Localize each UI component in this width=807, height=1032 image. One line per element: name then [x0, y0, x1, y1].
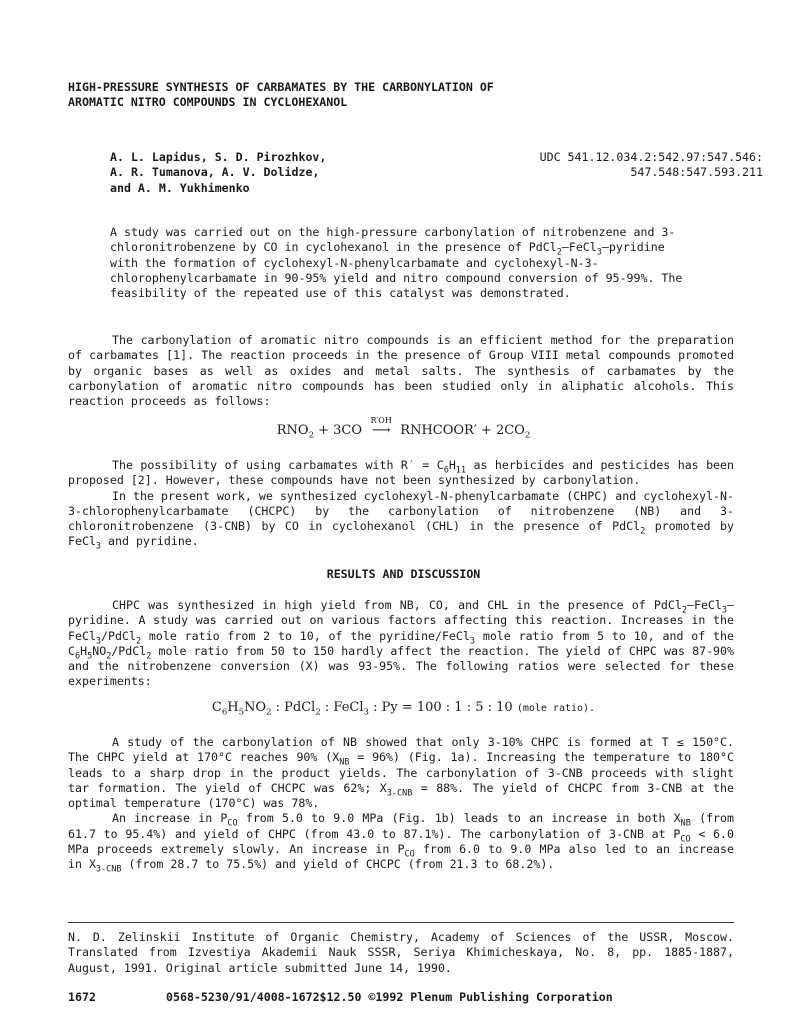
ratio-formula: $C_6H_5NO_2$ : PdCl$_2$ : FeCl$_3$ : Py = 100 : 1 : 5 : 10 (mole ratio). [211, 700, 596, 718]
author-line-1: A. L. Lapidus, S. D. Pirozhkov, [110, 150, 327, 164]
results-paragraphs [68, 735, 734, 873]
author-line-2: A. R. Tumanova, A. V. Dolidze, [110, 165, 320, 180]
results-paragraph-2: A study of the carbonylation of NB showed that only 3-10% CHPC is formed at T ≤ 150°C. The CHPC yield at 170°C reaches 90% $(X_{NB} = 96\%)$ (Fig. 1a). Increasing the temperature to 180°C leads to a sharp drop in the product yields. The carbonylation of 3-CNB proceeds with slight tar formation. The yield of CHCPC was 62%; $X_{3-CNB} = 88\%$. The yield of CHCPC from 3-CNB at the optimal temperature (170°C) was 78%. [68, 735, 734, 811]
section-heading: RESULTS AND DISCUSSION [326, 567, 481, 581]
author-list [110, 150, 430, 196]
title-line-1: HIGH-PRESSURE SYNTHESIS OF CARBAMATES BY THE CARBONYLATION OF [68, 80, 494, 94]
udc-line-1: UDC 541.12.034.2:542.97:547.546: [539, 150, 763, 164]
results-paragraph-3: An increase in $P_{CO}$ from 5.0 to 9.0 MPa (Fig. 1b) leads to an increase in both $X_{NB}$ (from 61.7 to 95.4%) and yield of CHPC (from 43.0 to 87.1%). The carbonylation of 3-CNB at $P_{CO} < 6.0$ MPa proceeds extremely slowly. An increase in $P_{CO}$ from 6.0 to 9.0 MPa also led to an increase in $X_{3-CNB}$ (from 28.7 to 75.5%) and yield of CHCPC (from 21.3 to 68.2%). [68, 811, 734, 875]
intro-paragraphs [68, 458, 734, 550]
copyright-line: 0568-5230/91/4008-1672$12.50 ©1992 Plenum Publishing Corporation [166, 990, 613, 1004]
intro-paragraph-3: In the present work, we synthesized cyclohexyl-N-phenylcarbamate (CHPC) and cyclohexyl-N-3-chlorophenylcarbamate (CHCPC) by the carbonylation of nitrobenzene (NB) and 3-chloronitrobenzene (3-CNB) by CO in cyclohexanol (CHL) in the presence of PdCl$_2$ promoted by FeCl$_3$ and pyridine. [68, 488, 734, 552]
intro-paragraph-1: The carbonylation of aromatic nitro compounds is an efficient method for the preparation of carbamates [1]. The reaction proceeds in the presence of Group VIII metal compounds promoted by organic bases as well as oxides and metal salts. The synthesis of carbamates by the carbonylation of aromatic nitro compounds has been studied only in aliphatic alcohols. This reaction proceeds as follows: [68, 333, 734, 409]
udc-line-2: 547.548:547.593.211 [630, 165, 763, 180]
udc-classification [443, 150, 763, 181]
reaction-equation: $RNO_2 + 3CO$ R′OH ⟶ RNHCOOR′ + $2CO_2$ [276, 416, 531, 441]
abstract: A study was carried out on the high-pressure carbonylation of nitrobenzene and 3-chloronitrobenzene by CO in cyclohexanol in the presence of PdCl$_2$–FeCl$_3$–pyridine with the formation of cyclohexyl-N-phenylcarbamate and cyclohexyl-N-3-chlorophenylcarbamate in 90-95% yield and nitro compound conversion of 95-99%. The feasibility of the repeated use of this catalyst was demonstrated. [110, 225, 683, 301]
page-number: 1672 [68, 990, 96, 1004]
results-paragraph-1: CHPC was synthesized in high yield from NB, CO, and CHL in the presence of PdCl$_2$–FeCl$_3$–pyridine. A study was carried out on various factors affecting this reaction. Increases in the FeCl$_3$/PdCl$_2$ mole ratio from 2 to 10, of the pyridine/FeCl$_3$ mole ratio from 5 to 10, and of the $C_6H_5NO_2/PdCl_2$ mole ratio from 50 to 150 hardly affect the reaction. The yield of CHPC was 87-90% and the nitrobenzene conversion (X) was 93-95%. The following ratios were selected for these experiments: [68, 598, 734, 689]
footnote: N. D. Zelinskii Institute of Organic Chemistry, Academy of Sciences of the USSR, Moscow. Translated from Izvestiya Akademii Nauk SSSR, Seriya Khimicheskaya, No. 8, pp. 1885-1887, August, 1991. Original article submitted June 14, 1990. [68, 930, 734, 975]
article-title [68, 80, 748, 111]
reaction-arrow: R′OH ⟶ [370, 416, 392, 438]
footnote-divider [68, 922, 734, 923]
intro-paragraph-2: The possibility of using carbamates with $R' = C_6H_{11}$ as herbicides and pesticides has been proposed [2]. However, these compounds have not been synthesized by carbonylation. [68, 458, 735, 488]
title-line-2: AROMATIC NITRO COMPOUNDS IN CYCLOHEXANOL [68, 95, 348, 110]
author-line-3: and A. M. Yukhimenko [110, 180, 250, 195]
